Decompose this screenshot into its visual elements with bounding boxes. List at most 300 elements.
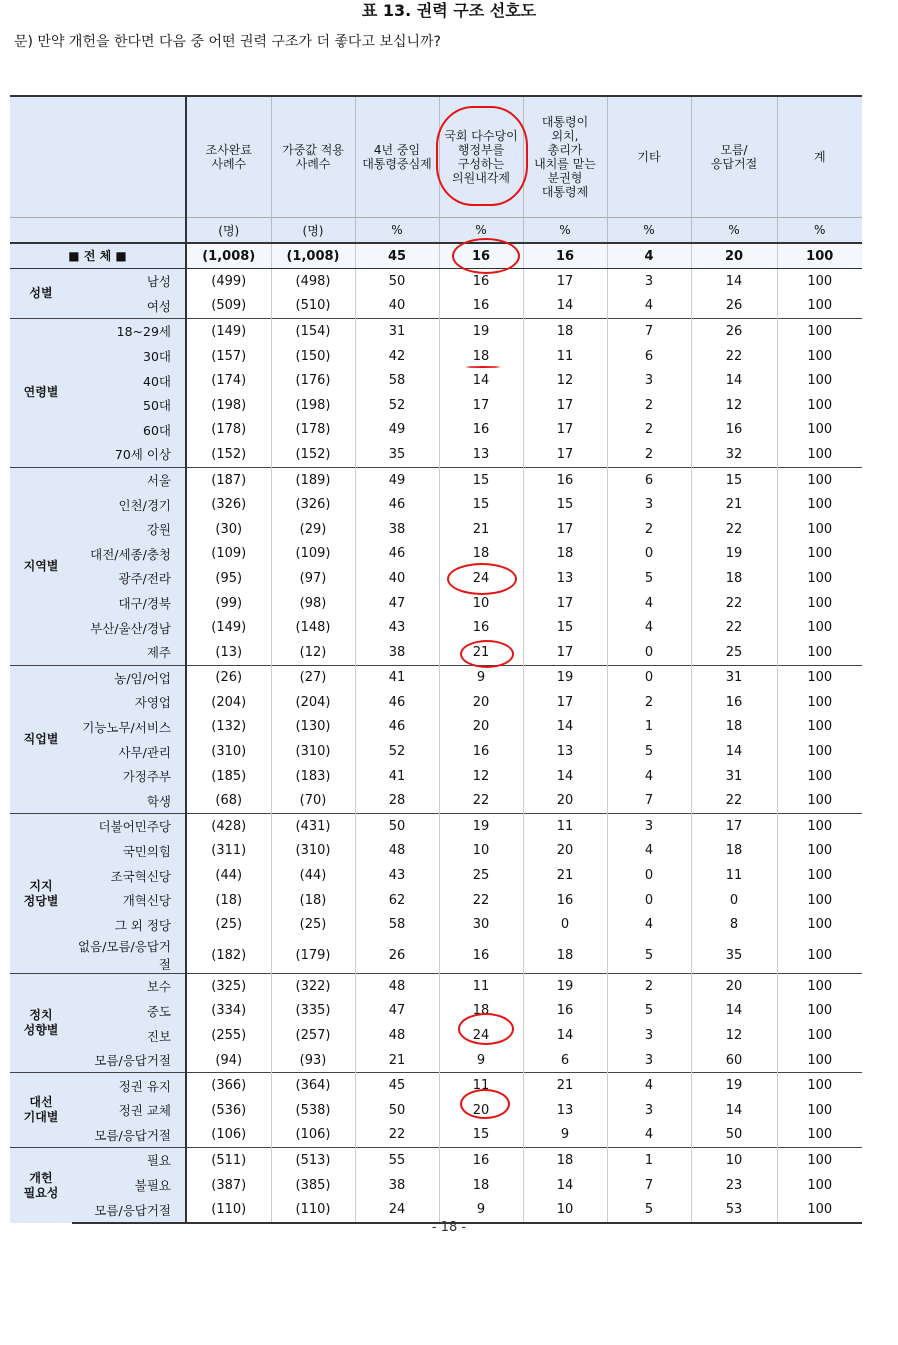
data-cell: 15: [439, 467, 523, 492]
data-cell: 14: [691, 999, 777, 1024]
data-cell: 21: [439, 640, 523, 665]
row-label: 40대: [72, 368, 186, 393]
group-label-line: 성별: [29, 286, 53, 301]
data-cell: 20: [439, 715, 523, 740]
header-completed-cases: [186, 96, 271, 218]
data-cell: (25): [271, 912, 355, 937]
data-cell: 15: [439, 492, 523, 517]
data-cell: 100: [777, 1173, 862, 1198]
table-row: [10, 937, 862, 974]
data-cell: 35: [355, 442, 439, 467]
table-row: [10, 615, 862, 640]
data-cell: (70): [271, 788, 355, 813]
data-cell: 2: [607, 690, 691, 715]
row-label: 개혁신당: [72, 888, 186, 913]
data-cell: 24: [439, 566, 523, 591]
data-cell: (44): [271, 863, 355, 888]
data-cell: (198): [271, 393, 355, 418]
row-label: 농/임/어업: [72, 665, 186, 690]
data-cell: 18: [523, 319, 607, 344]
data-cell: (204): [271, 690, 355, 715]
row-label: 중도: [72, 999, 186, 1024]
data-cell: (178): [271, 418, 355, 443]
group-label-line: 정당별: [23, 893, 59, 908]
data-cell: 100: [777, 1123, 862, 1148]
table-row: [10, 393, 862, 418]
data-cell: 100: [777, 319, 862, 344]
data-cell: (385): [271, 1173, 355, 1198]
data-cell: 46: [355, 715, 439, 740]
data-cell: 20: [439, 690, 523, 715]
data-cell: 2: [607, 418, 691, 443]
data-cell: (95): [186, 566, 271, 591]
data-cell: (174): [186, 368, 271, 393]
total-row: [10, 243, 862, 269]
data-cell: (176): [271, 368, 355, 393]
table-row: [10, 542, 862, 567]
data-cell: 15: [523, 615, 607, 640]
data-cell: 100: [777, 1073, 862, 1098]
data-cell: (255): [186, 1023, 271, 1048]
data-cell: (148): [271, 615, 355, 640]
data-cell: 3: [607, 1098, 691, 1123]
data-cell: 18: [691, 715, 777, 740]
unit-cell: %: [523, 218, 607, 244]
data-cell: 14: [439, 368, 523, 393]
data-cell: (149): [186, 615, 271, 640]
group-label: [10, 974, 72, 1073]
data-cell: (97): [271, 566, 355, 591]
table-row: [10, 1073, 862, 1098]
table-row: [10, 690, 862, 715]
data-cell: 14: [691, 1098, 777, 1123]
row-label: 강원: [72, 517, 186, 542]
data-cell: 30: [439, 912, 523, 937]
data-cell: 43: [355, 863, 439, 888]
group-label-line: 필요성: [23, 1185, 59, 1200]
table-row: [10, 888, 862, 913]
data-cell: 4: [607, 764, 691, 789]
data-cell: 100: [777, 294, 862, 319]
unit-cell: (명): [271, 218, 355, 244]
row-label: 자영업: [72, 690, 186, 715]
table-row: [10, 1048, 862, 1073]
total-label: ■ 전 체 ■: [10, 243, 186, 269]
data-cell: 42: [355, 344, 439, 369]
data-cell: 21: [523, 863, 607, 888]
row-label: 18~29세: [72, 319, 186, 344]
data-cell: (94): [186, 1048, 271, 1073]
table-body: [10, 243, 862, 1223]
data-cell: 19: [691, 542, 777, 567]
header-line: 대통령중심제: [362, 157, 432, 171]
unit-cell: %: [355, 218, 439, 244]
data-cell: 32: [691, 442, 777, 467]
data-cell: 19: [523, 974, 607, 999]
data-cell: 48: [355, 839, 439, 864]
data-cell: 45: [355, 1073, 439, 1098]
header-weighted-cases: [271, 96, 355, 218]
data-cell: 16: [691, 690, 777, 715]
data-cell: 100: [777, 764, 862, 789]
data-cell: 100: [777, 715, 862, 740]
data-cell: (511): [186, 1148, 271, 1173]
data-cell: (182): [186, 937, 271, 974]
data-cell: 41: [355, 764, 439, 789]
data-cell: 0: [607, 640, 691, 665]
data-cell: 3: [607, 1023, 691, 1048]
table-row: [10, 715, 862, 740]
data-cell: 100: [777, 665, 862, 690]
data-cell: 18: [523, 542, 607, 567]
data-cell: 100: [777, 591, 862, 616]
table-row: [10, 839, 862, 864]
data-cell: 16: [523, 999, 607, 1024]
table-row: [10, 739, 862, 764]
data-cell: 7: [607, 788, 691, 813]
table-row: [10, 344, 862, 369]
data-cell: (326): [186, 492, 271, 517]
data-cell: 40: [355, 566, 439, 591]
data-cell: 19: [523, 665, 607, 690]
data-cell: (93): [271, 1048, 355, 1073]
header-line: 모름/: [720, 143, 748, 157]
data-cell: (99): [186, 591, 271, 616]
data-cell: (13): [186, 640, 271, 665]
data-cell: 100: [777, 788, 862, 813]
data-cell: 14: [691, 368, 777, 393]
data-cell: 13: [523, 739, 607, 764]
row-label: 60대: [72, 418, 186, 443]
row-label: 70세 이상: [72, 442, 186, 467]
data-cell: 43: [355, 615, 439, 640]
data-cell: 14: [523, 294, 607, 319]
table-row: [10, 269, 862, 294]
group-label-line: 정치: [29, 1008, 53, 1023]
data-cell: 46: [355, 690, 439, 715]
row-label: 그 외 정당: [72, 912, 186, 937]
data-cell: 11: [523, 814, 607, 839]
data-cell: (498): [271, 269, 355, 294]
data-cell: 20: [439, 1098, 523, 1123]
row-label: 없음/모름/응답거절: [72, 937, 186, 974]
data-cell: (25): [186, 912, 271, 937]
row-label: 국민의힘: [72, 839, 186, 864]
header-corner: [10, 96, 186, 218]
data-cell: (132): [186, 715, 271, 740]
header-line: 기타: [637, 150, 661, 164]
data-cell: 28: [355, 788, 439, 813]
data-cell: (185): [186, 764, 271, 789]
row-label: 서울: [72, 467, 186, 492]
table-row: [10, 999, 862, 1024]
data-cell: 100: [777, 517, 862, 542]
data-cell: (149): [186, 319, 271, 344]
unit-cell: %: [607, 218, 691, 244]
row-label: 모름/응답거절: [72, 1197, 186, 1223]
group-label: [10, 319, 72, 468]
data-cell: 31: [355, 319, 439, 344]
data-cell: 3: [607, 814, 691, 839]
data-cell: 14: [691, 739, 777, 764]
data-cell: 50: [691, 1123, 777, 1148]
data-cell: 16: [439, 1148, 523, 1173]
data-cell: 38: [355, 640, 439, 665]
data-cell: (27): [271, 665, 355, 690]
group-label-line: 대선: [29, 1095, 53, 1110]
data-cell: 11: [691, 863, 777, 888]
table-row: [10, 788, 862, 813]
data-cell: (109): [271, 542, 355, 567]
data-cell: 19: [439, 319, 523, 344]
header-presidential: [355, 96, 439, 218]
data-cell: (366): [186, 1073, 271, 1098]
data-cell: 50: [355, 814, 439, 839]
data-cell: 17: [523, 640, 607, 665]
data-cell: (513): [271, 1148, 355, 1173]
data-cell: (179): [271, 937, 355, 974]
header-line: 의원내각제: [452, 171, 510, 185]
data-cell: 0: [607, 863, 691, 888]
data-cell: 52: [355, 393, 439, 418]
data-cell: 20: [523, 788, 607, 813]
table-row: [10, 640, 862, 665]
table-row: [10, 319, 862, 344]
data-cell: 8: [691, 912, 777, 937]
row-label: 대전/세종/충청: [72, 542, 186, 567]
data-cell: (335): [271, 999, 355, 1024]
data-cell: 12: [691, 1023, 777, 1048]
data-cell: 0: [523, 912, 607, 937]
data-cell: (310): [186, 739, 271, 764]
data-cell: (310): [271, 739, 355, 764]
data-cell: (68): [186, 788, 271, 813]
data-cell: 14: [523, 1023, 607, 1048]
data-cell: (204): [186, 690, 271, 715]
data-cell: 100: [777, 814, 862, 839]
data-cell: 18: [439, 999, 523, 1024]
total-cell: (1,008): [186, 243, 271, 269]
data-cell: 4: [607, 615, 691, 640]
data-cell: 48: [355, 974, 439, 999]
data-cell: (509): [186, 294, 271, 319]
data-cell: 11: [439, 974, 523, 999]
data-cell: 18: [439, 1173, 523, 1198]
data-cell: 47: [355, 999, 439, 1024]
data-cell: 38: [355, 1173, 439, 1198]
header-dont-know: [691, 96, 777, 218]
data-cell: 1: [607, 715, 691, 740]
header-line: 계: [813, 150, 826, 164]
data-cell: (26): [186, 665, 271, 690]
table-row: [10, 442, 862, 467]
group-label: [10, 269, 72, 319]
data-cell: 19: [691, 1073, 777, 1098]
survey-table: [10, 95, 862, 1224]
data-cell: 22: [439, 788, 523, 813]
data-cell: (428): [186, 814, 271, 839]
table-row: [10, 467, 862, 492]
data-cell: 55: [355, 1148, 439, 1173]
header-line: 국회 다수당이: [444, 129, 518, 143]
data-cell: 7: [607, 319, 691, 344]
data-cell: 100: [777, 690, 862, 715]
row-label: 남성: [72, 269, 186, 294]
table-row: [10, 912, 862, 937]
row-label: 가정주부: [72, 764, 186, 789]
data-cell: 49: [355, 418, 439, 443]
data-cell: 17: [523, 418, 607, 443]
data-cell: 22: [691, 615, 777, 640]
data-cell: (106): [186, 1123, 271, 1148]
data-cell: 2: [607, 442, 691, 467]
data-cell: 100: [777, 937, 862, 974]
data-cell: 13: [523, 1098, 607, 1123]
data-cell: 52: [355, 739, 439, 764]
group-label-line: 연령별: [23, 385, 59, 400]
data-cell: 24: [439, 1023, 523, 1048]
data-cell: (322): [271, 974, 355, 999]
data-cell: 26: [355, 937, 439, 974]
header-line: 분권형: [547, 171, 583, 185]
row-label: 여성: [72, 294, 186, 319]
data-cell: 17: [439, 393, 523, 418]
data-cell: 31: [691, 665, 777, 690]
data-cell: 16: [691, 418, 777, 443]
data-cell: 18: [439, 542, 523, 567]
data-cell: 17: [691, 814, 777, 839]
data-cell: 100: [777, 542, 862, 567]
header-line: 4년 중임: [373, 143, 421, 157]
data-cell: 100: [777, 999, 862, 1024]
page-number: - 18 -: [431, 1220, 467, 1235]
data-cell: 16: [439, 615, 523, 640]
row-label: 기능노무/서비스: [72, 715, 186, 740]
highlight-underline-30s: [466, 366, 500, 368]
data-cell: 4: [607, 912, 691, 937]
data-cell: (311): [186, 839, 271, 864]
data-cell: 62: [355, 888, 439, 913]
data-cell: 6: [523, 1048, 607, 1073]
data-cell: 0: [607, 888, 691, 913]
data-cell: (183): [271, 764, 355, 789]
data-cell: (44): [186, 863, 271, 888]
row-label: 50대: [72, 393, 186, 418]
data-cell: 13: [439, 442, 523, 467]
row-label: 30대: [72, 344, 186, 369]
table-row: [10, 1123, 862, 1148]
group-label-line: 직업별: [23, 731, 59, 746]
data-cell: 9: [439, 665, 523, 690]
data-cell: 16: [523, 888, 607, 913]
data-cell: 3: [607, 1048, 691, 1073]
data-cell: (154): [271, 319, 355, 344]
row-label: 조국혁신당: [72, 863, 186, 888]
group-label-line: 지역별: [23, 558, 59, 573]
header-line: 사례수: [211, 157, 247, 171]
data-cell: 60: [691, 1048, 777, 1073]
data-cell: 18: [523, 1148, 607, 1173]
data-cell: 22: [691, 788, 777, 813]
data-cell: 53: [691, 1197, 777, 1223]
group-label: [10, 1148, 72, 1223]
group-label: [10, 665, 72, 814]
data-cell: 16: [439, 294, 523, 319]
header-other: [607, 96, 691, 218]
data-cell: (18): [186, 888, 271, 913]
data-cell: (257): [271, 1023, 355, 1048]
data-cell: (387): [186, 1173, 271, 1198]
row-label: 제주: [72, 640, 186, 665]
data-cell: 24: [355, 1197, 439, 1223]
data-cell: 17: [523, 517, 607, 542]
data-cell: 0: [607, 665, 691, 690]
data-cell: 100: [777, 393, 862, 418]
table-row: [10, 294, 862, 319]
data-cell: 18: [523, 937, 607, 974]
header-total: [777, 96, 862, 218]
data-cell: 5: [607, 566, 691, 591]
data-cell: 22: [691, 344, 777, 369]
data-cell: 16: [439, 269, 523, 294]
data-cell: (431): [271, 814, 355, 839]
data-cell: (110): [186, 1197, 271, 1223]
header-line: 사례수: [295, 157, 331, 171]
data-cell: (18): [271, 888, 355, 913]
data-cell: 25: [439, 863, 523, 888]
data-cell: 16: [439, 937, 523, 974]
data-cell: (187): [186, 467, 271, 492]
unit-cell: %: [691, 218, 777, 244]
table-row: [10, 1173, 862, 1198]
row-label: 더불어민주당: [72, 814, 186, 839]
data-cell: (152): [271, 442, 355, 467]
data-cell: 50: [355, 269, 439, 294]
data-cell: 17: [523, 442, 607, 467]
data-cell: 9: [439, 1048, 523, 1073]
data-cell: 7: [607, 1173, 691, 1198]
data-cell: 18: [691, 839, 777, 864]
data-cell: (326): [271, 492, 355, 517]
data-cell: 100: [777, 912, 862, 937]
table-row: [10, 814, 862, 839]
header-line: 내치를 맡는: [534, 157, 596, 171]
data-cell: 14: [523, 715, 607, 740]
data-cell: 21: [439, 517, 523, 542]
group-label: [10, 467, 72, 665]
data-cell: 12: [439, 764, 523, 789]
unit-row: [10, 218, 862, 244]
table-row: [10, 517, 862, 542]
data-cell: 3: [607, 269, 691, 294]
group-label: [10, 814, 72, 974]
data-cell: 26: [691, 319, 777, 344]
header-line: 대통령제: [541, 185, 589, 199]
header-line: 대통령이: [541, 115, 589, 129]
data-cell: 100: [777, 418, 862, 443]
data-cell: 12: [523, 368, 607, 393]
data-cell: (499): [186, 269, 271, 294]
data-cell: 23: [691, 1173, 777, 1198]
data-cell: 31: [691, 764, 777, 789]
data-cell: 100: [777, 1148, 862, 1173]
data-cell: 100: [777, 640, 862, 665]
data-cell: 47: [355, 591, 439, 616]
data-cell: 100: [777, 1023, 862, 1048]
data-cell: 10: [523, 1197, 607, 1223]
data-cell: 17: [523, 690, 607, 715]
table-row: [10, 1148, 862, 1173]
